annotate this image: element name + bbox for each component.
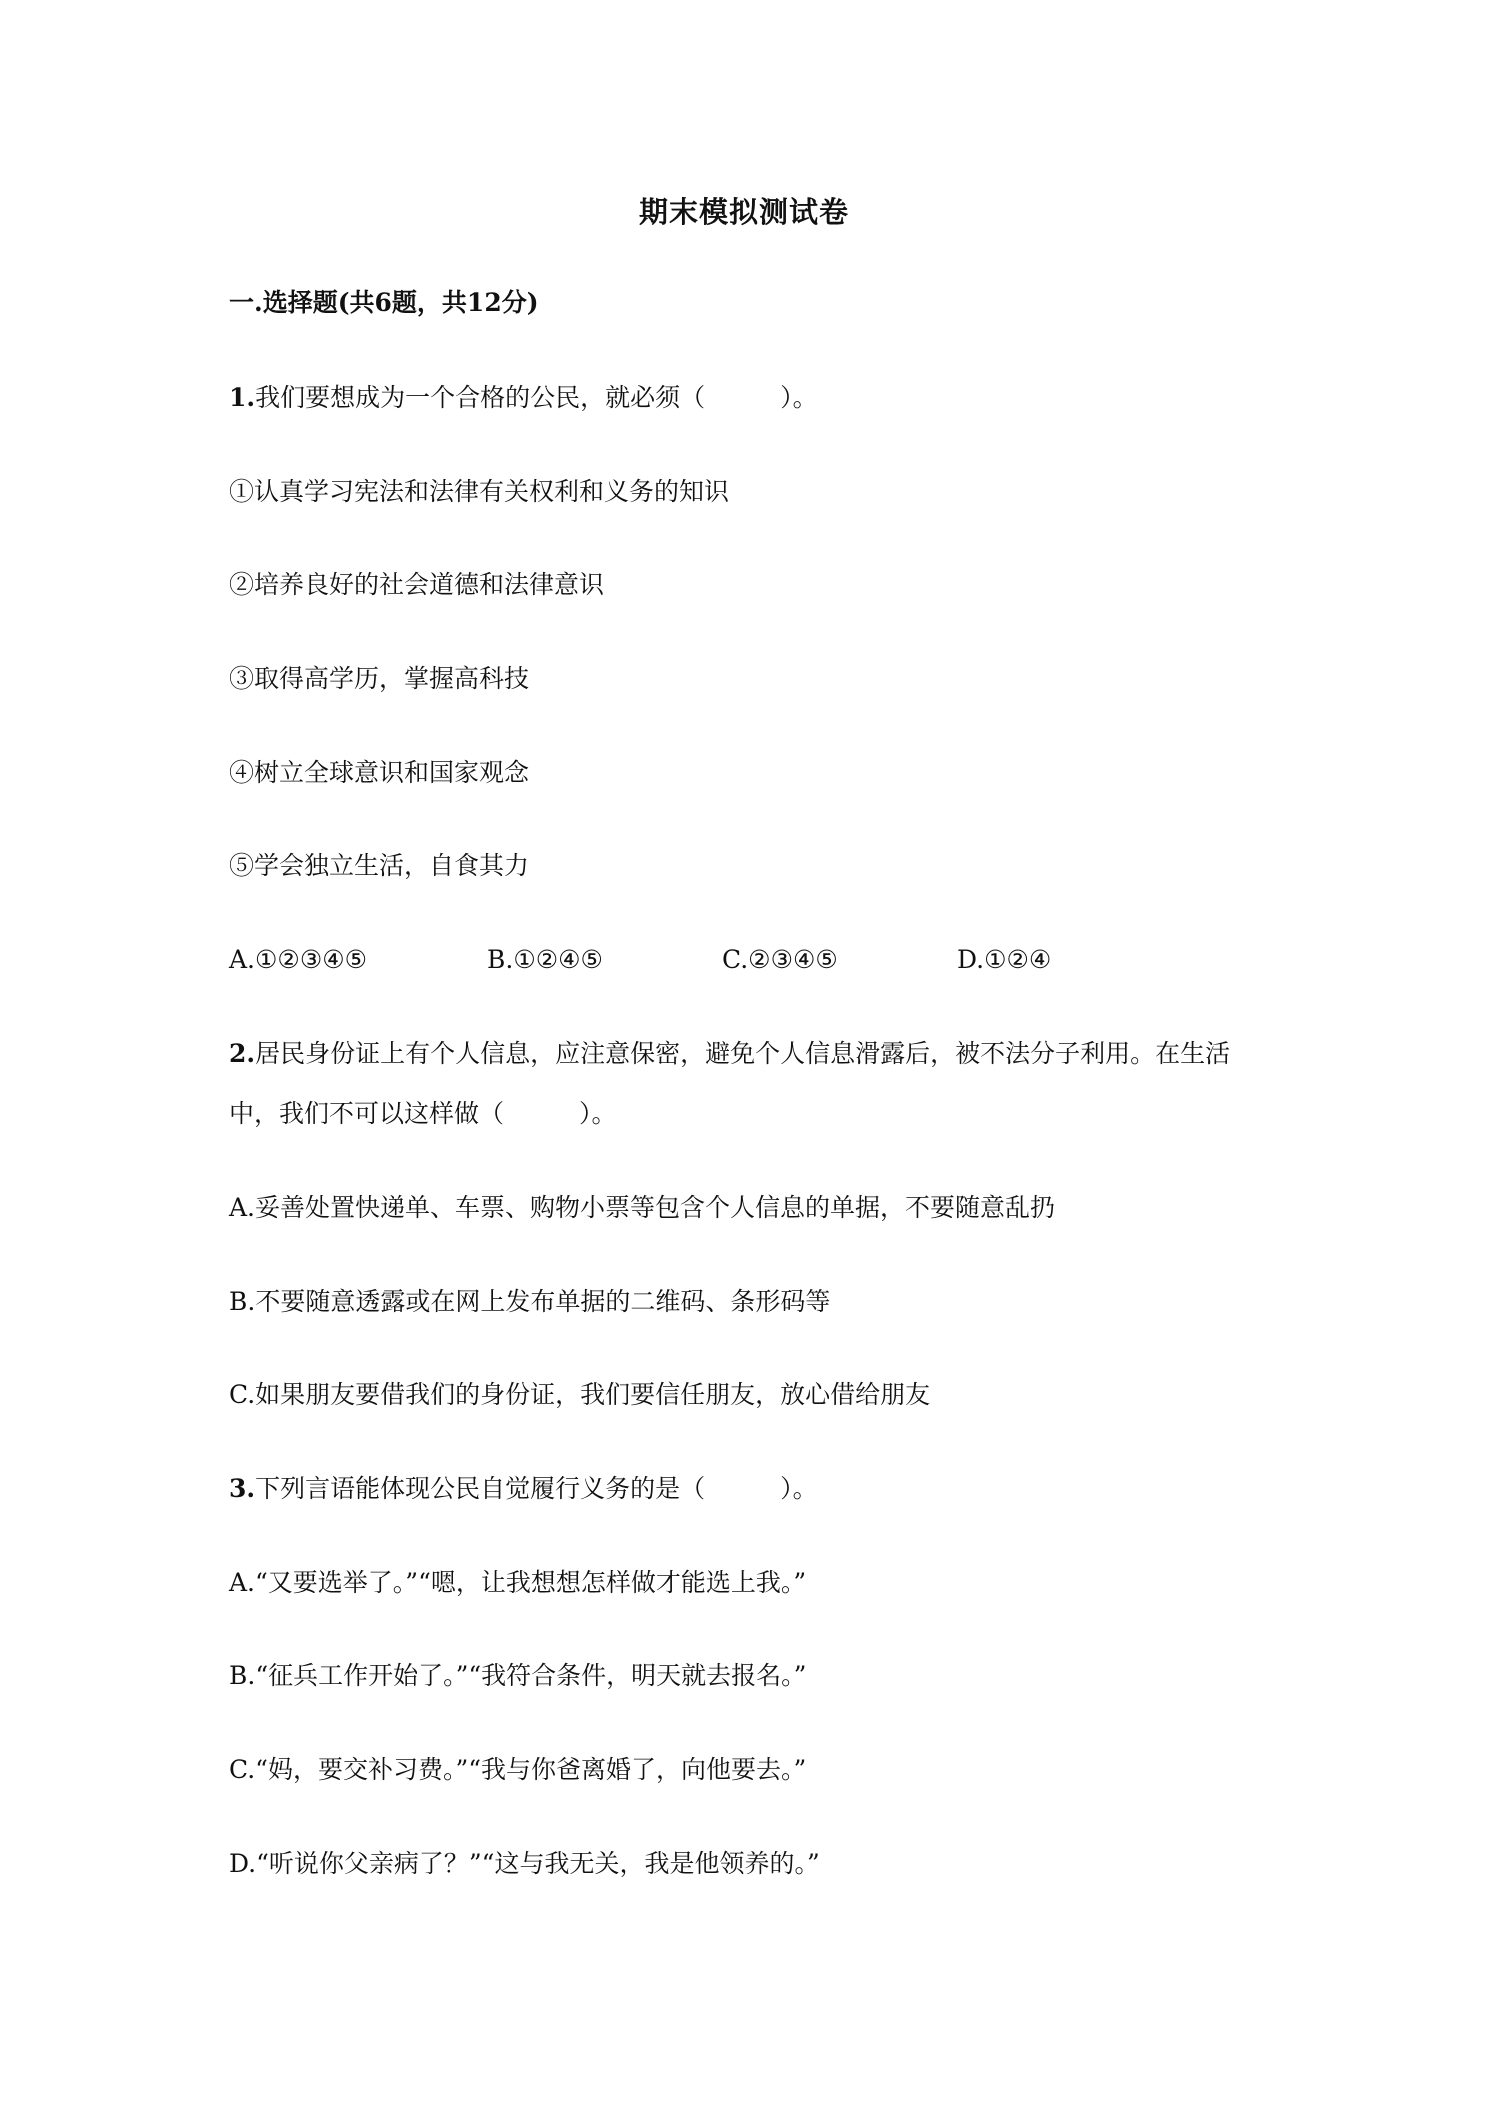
question-1-options: [229, 942, 1329, 978]
question-1-option-d: D.①②④: [957, 945, 1052, 974]
question-1-statement-2: ②培养良好的社会道德和法律意识: [229, 570, 605, 599]
question-1-text: 我们要想成为一个合格的公民，就必须（ ）。: [255, 383, 818, 412]
question-1-option-c: C.②③④⑤: [722, 945, 838, 974]
question-1-number: 1.: [229, 383, 256, 412]
question-2-number: 2.: [229, 1039, 256, 1068]
question-3-option-d: D.“听说你父亲病了？”“这与我无关，我是他领养的。”: [229, 1849, 820, 1878]
question-1-statement-5: ⑤学会独立生活，自食其力: [229, 851, 530, 880]
question-2-option-c: C.如果朋友要借我们的身份证，我们要信任朋友，放心借给朋友: [229, 1380, 931, 1409]
page-title: 期末模拟测试卷: [638, 195, 849, 229]
question-1-statement-3: ③取得高学历，掌握高科技: [229, 664, 530, 693]
question-3-option-b: B.“征兵工作开始了。”“我符合条件，明天就去报名。”: [229, 1661, 807, 1690]
question-2-option-a: A.妥善处置快递单、车票、购物小票等包含个人信息的单据，不要随意乱扔: [229, 1193, 1056, 1222]
question-1-stem: [229, 380, 818, 416]
section-heading: 一.选择题(共6题，共12分): [229, 288, 539, 317]
question-2-option-b: B.不要随意透露或在网上发布单据的二维码、条形码等: [229, 1287, 831, 1316]
question-3-text: 下列言语能体现公民自觉履行义务的是（ ）。: [255, 1474, 818, 1503]
question-1-statement-4: ④树立全球意识和国家观念: [229, 758, 530, 787]
question-3-option-a: A.“又要选举了。”“嗯，让我想想怎样做才能选上我。”: [229, 1568, 807, 1597]
question-2-text-line1: 居民身份证上有个人信息，应注意保密，避免个人信息滑露后，被不法分子利用。在生活: [255, 1039, 1231, 1068]
question-2-stem-line2: 中，我们不可以这样做（ ）。: [229, 1099, 617, 1128]
question-3-option-c: C.“妈，要交补习费。”“我与你爸离婚了，向他要去。”: [229, 1755, 807, 1784]
question-1-option-b: B.①②④⑤: [487, 945, 603, 974]
question-3-stem: [229, 1471, 818, 1507]
question-2-stem-line1: [229, 1036, 1230, 1072]
question-1-statement-1: ①认真学习宪法和法律有关权利和义务的知识: [229, 477, 730, 506]
question-3-number: 3.: [229, 1474, 256, 1503]
question-1-option-a: A.①②③④⑤: [229, 945, 368, 974]
